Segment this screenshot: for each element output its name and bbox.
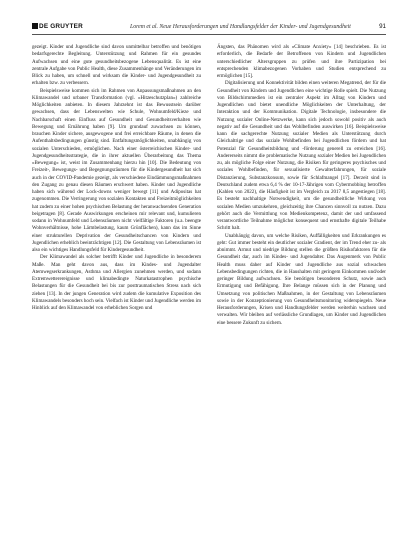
header-rule <box>32 34 386 35</box>
page-number: 91 <box>379 23 386 30</box>
paragraph: gezeigt. Kinder und Jugendliche sind davon unmittelbar betroffen und benötigen bedarfsgerechte Begleitung. Unterstützung und Rahmen für ein gesundes Aufwachsen und eine gute gesundheitsbezogene Lebensqualität. Es ist eine zentrale Aufgabe von Public Health, diese Zusammenhänge und Veränderungen im Blick zu haben, um schnell und wirksam die Kinder- und Jugendgesundheit zu erhalten bzw. zu verbessern. <box>32 44 201 87</box>
paragraph: Ängsten, das Phänomen wird als »Climate Anxiety« [14] beschrieben. Es ist erforderlich, die Bedarfe der Betroffenen von Kindern und Jugendlichen unterschiedlicher Altersgruppen zu prüfen und ihre Partizipation bei entsprechenden klimabezogenen Vorhaben und Studien entsprechend zu ermöglichen [15]. <box>217 44 386 79</box>
paragraph: Digitalisierung und Konnektivität bilden einen weiteren Megatrend, der für die Gesundheit von Kindern und Jugendlichen eine wichtige Rolle spielt. Die Nutzung von Bildschirmmedien ist ein zentraler Aspekt im Alltag von Kindern und Jugendlichen und bietet unendliche Möglichkeiten der Unterhaltung, der Interaktion und der Kommunikation. Digitale Technologie, insbesondere die Nutzung sozialer Online-Netzwerke, kann sich jedoch sowohl positiv als auch negativ auf die Gesundheit und das Wohlbefinden auswirken [16]. Beispielsweise kann die sachgerechte Nutzung sozialer Medien als Unterstützung durch Gleichaltrige und das soziale Wohlbefinden bei Jugendlichen fördern und hat Potenzial für Gesundheitsbildung und -förderung generell zu erreichen [16]. Andererseits nimmt die problematische Nutzung sozialer Medien bei Jugendlichen zu, als mögliche Folge einer Nutzung, die Risiken für geringeres psychisches und soziales Wohlbefinden, für sexualisierte Gewalterfahrungen, für soziale Distanzierung, Substanzkonsum, sowie für Schlafmangel [17]. Derzeit sind in Deutschland zudem etwa 6,4 % der 10-17-Jährigen vom Cybermobbing betroffen (Kahlen von 2022), die Häufigkeit ist im Vergleich zu 2017 8,5 angestiegen [18]. Es besteht nachhaltige Notwendigkeit, um die gesundheitliche Wirkung von sozialen Medien umzukehren, gleichzeitig ihre Chancen sinnvoll zu nutzen. Dazu gehört auch die Vermittlung von Medienkompetenz, damit der und umfassend verantwortliche Teilnahme möglichst konsequent und ernsthafte digitale Teilhabe Schritt halt. <box>217 80 386 232</box>
logo-mark-icon <box>32 23 38 29</box>
paragraph: Der Klimawandel als solcher betrifft Kinder und Jugendliche in besonderem Maße. Man geht davon aus, dass im Kindes- und Jugendalter Atemwegserkrankungen, Asthma und Allergien zunehmen werden, und sodann Extremwetterereignisse und klimabedingte Naturkatastrophen psychische Belastungen für die Gesundheit bei bis zur posttraumatischen Stress nach sich ziehen [13]. In der jungen Generation wird zudem die kumulative Exposition des Klimawandels besonders hoch sein. Vielfach ist Kinder und Jugendliche werden im Hinblick auf den Klimawandel von erheblichen Sorgen und <box>32 254 201 311</box>
publisher-logo-text: DE GRUYTER <box>39 23 83 30</box>
publisher-logo <box>32 22 83 32</box>
paragraph: Unabhängig davon, um welche Risiken, Auffälligkeiten und Erkrankungen es geht: Gut immer besteht ein deutlicher sozialer Gradient, der im Trend eher zu- als abnimmt. Armut und niedrige Bildung stellen die größten Risikofaktoren für die Gesundheit dar, auch im Kindes- und Jugendalter. Das Augenmerk von Public Health muss daher auf Kinder und Jugendliche aus sozial schwachen Lebensbedingungen richten, die in Haushalten mit geringem Einkommen und/oder geringer Bildung aufwachsen. Sie benötigen besonderen Schutz, sowie auch Ermutigung und Befähigung. Ihre Belange müssen sich in der Planung und Umsetzung von politischen Maßnahmen, in der Gestaltung von Lebensräumen sowie in der Konzeptionierung von Gesundheitsmonitoring widerspiegeln. Neue Herausforderungen, Krisen und Handlungsfelder werden weiterhin wachsen und verwalten. Wir bleiben auf verlässliche Grundlagen, um Kinder und Jugendlichen eine bessere Zukunft zu sichern. <box>217 232 386 326</box>
running-title: Lorem et al. Neue Herausforderungen und Handlungsfelder der Kinder- und Jugendgesundheit <box>130 24 351 30</box>
paragraph: Beispielsweise kommen sich im Rahmen von Anpassungsmaßnahmen an den Klimawandel und urbaner Transformation (vgl. »Hitzeschutzplan«) zahlreiche Möglichkeiten anbieten. In diesem Jahrzehnt ist das Bewusstsein darüber gewachsen, dass der Lebenswelten wie Schule, Wohnumfeld/Kieze und Nachbarschaft einen Einfluss auf Gesundheit und Gesundheitsverhalten wie Bewegung und Ernährung haben [9]. Um grundauf zuwachsen zu können, brauchen Kinder sichere, ausgewogene und frei erreichbare Räume, in denen die Aufenthaltsbedingungen günstig sind. Entfaltungsmöglichkeiten, unabhängig von sozialen Unterschieden, ermöglichen. Nach einer österreichischen Kinder- und Jugendgesundheitsstrategie, die in ihrer aktuellen Überarbeitung das Thema »Bewegung« ist, weist im Zusammenhang hierzu hin [10]. Die Bedeutung von Freizeit-, Bewegungs- und Begegnungsräumen für die Kindergesundheit hat sich auch in der COVID-Pandemie gezeigt, als verschiedene Eindämmungsmaßnahmen den Zugang zu genau diesen Räumen erschwert haben. Kinder und Jugendliche haben sich während der Lock-downs weniger bewegt [11] und Adipositas hat zugenommen. Die Verringerung von sozialen Kontakten und Freizeitmöglichkeiten hat zudem zu einer hohen psychischen Belastung der heranwachsenden Generation beigetragen [8]. Gerade Auswirkungen erscheinen mir relevant und, kumulieren sodann in Wohnumfeld und Lebensräumen nicht vielfältige Faktoren (u.a. beengte Wohnverhältnisse, hohe Lärmbelastung, kaum Grünflächen), kann das im Sinne einer strukturellen Deprivation der Gesundheitschancen von Kindern und Jugendlichen erheblich beeinträchtigen [12]. Die Gestaltung von Lebensräumen ist also ein wichtiges Handlungsfeld für Kindergesundheit. <box>32 87 201 253</box>
right-column <box>217 44 386 327</box>
left-column <box>32 44 201 312</box>
page-header <box>32 22 386 32</box>
